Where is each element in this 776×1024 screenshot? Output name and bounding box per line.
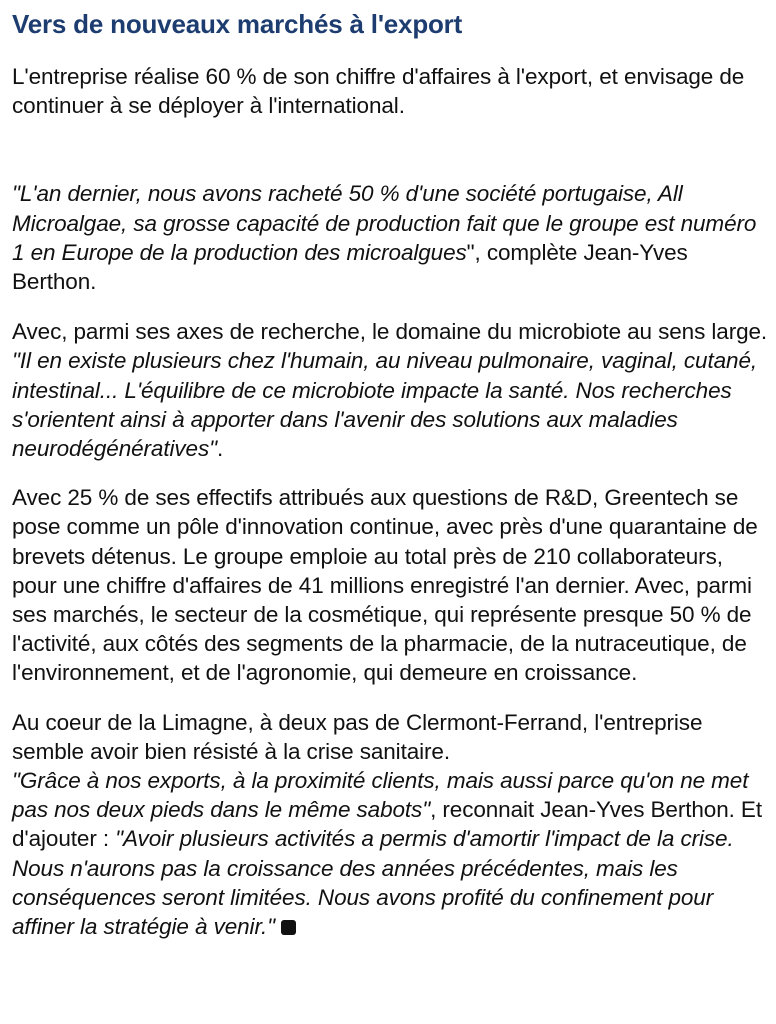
quote-text: "Avoir plusieurs activités a permis d'amortir l'impact de la crise. Nous n'aurons pas la croissance des années précédentes, mais les conséquences seront limitées. Nous avons profité du confinement pour affiner la stratégie à venir." — [12, 826, 734, 940]
paragraph-rd-greentech — [12, 483, 768, 687]
section-heading: Vers de nouveaux marchés à l'export — [12, 9, 463, 39]
paragraph-portugal-acquisition — [12, 179, 768, 296]
paragraph-text: Avec, parmi ses axes de recherche, le domaine du microbiote au sens large. — [12, 319, 768, 345]
paragraph-limagne — [12, 708, 768, 942]
attribution-text: ", complète Jean-Yves Berthon. — [12, 239, 688, 295]
paragraph-export-intro — [12, 62, 768, 120]
attribution-text: , reconnait Jean-Yves Berthon. Et d'ajouter : — [12, 797, 762, 852]
quote-text: "Il en existe plusieurs chez l'humain, au niveau pulmonaire, vaginal, cutané, intestinal... L'équilibre de ce microbiote impacte la santé. Nos recherches s'orientent ainsi à apporter dans l'avenir des solutions aux maladies neurodégénératives" — [12, 348, 758, 462]
punctuation-text: . — [216, 436, 224, 462]
end-of-article-mark-icon — [281, 920, 296, 935]
paragraph-microbiote — [12, 317, 768, 463]
quote-text: "L'an dernier, nous avons racheté 50 % d'une société portugaise, All Microalgae, sa grosse capacité de production fait que le groupe est numéro 1 en Europe de la production des microalgues — [12, 181, 757, 265]
article — [12, 0, 768, 941]
quote-text: "Grâce à nos exports, à la proximité clients, mais aussi parce qu'on ne met pas nos deux pieds dans le même sabots" — [12, 768, 749, 823]
paragraph-text: Avec 25 % de ses effectifs attribués aux questions de R&D, Greentech se pose comme un pôle d'innovation continue, avec près d'une quarantaine de brevets détenus. Le groupe emploie au total près de 210 collaborateurs, pour une chiffre d'affaires de 41 millions enregistré l'an dernier. Avec, parmi ses marchés, le secteur de la cosmétique, qui représente presque 50 % de l'activité, aux côtés des segments de la pharmacie, de la nutraceutique, de l'environnement, et de l'agronomie, qui demeure en croissance. — [12, 485, 758, 686]
paragraph-text: Au coeur de la Limagne, à deux pas de Clermont-Ferrand, l'entreprise semble avoir bien résisté à la crise sanitaire. — [12, 709, 703, 764]
paragraph-text: L'entreprise réalise 60 % de son chiffre d'affaires à l'export, et envisage de continuer à se déployer à l'international. — [12, 64, 745, 119]
